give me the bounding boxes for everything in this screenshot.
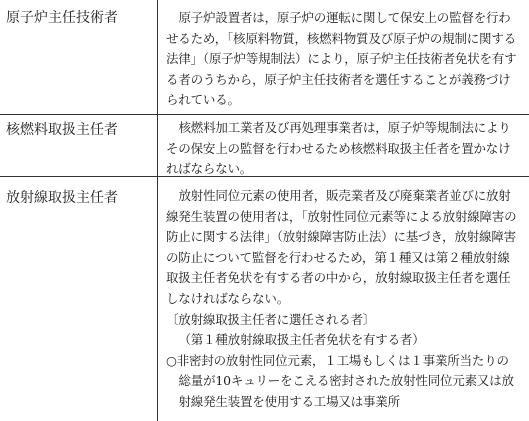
description-text: 原子炉設置者は，原子炉の運転に関して保安上の監督を行わせるため，「核原料物質，核燃料物質及び原子炉の規制に関する法律」（原子炉等規制法）により，原子炉主任技術者免状を有する者のうちから，原子炉主任技術者を選任することが義務づけられている。 [166, 10, 517, 108]
description-nuclear-fuel-handling-supervisor [166, 118, 521, 180]
column-divider [157, 0, 158, 421]
description-text: 放射性同位元素の使用者，販売業者及び廃棄業者並びに放射線発生装置の使用者は，「放射性同位元素等による放射線障害の防止に関する法律」（放射線障害防止法）に基づき，放射線障害の防止について監督を行わせるため，第１種又は第２種放射線取扱主任者免状を有する者の中から，放射線取扱主任者を選任しなければならない。 [166, 188, 517, 306]
term-reactor-chief-engineer: 原子炉主任技術者 [6, 10, 118, 26]
bullet-item: ○非密封の放射性同位元素，１工場もしくは１事業所当たりの総量が10キュリーをこえる密封された放射性同位元素又は放射線発生装置を使用する工場又は事業所 [166, 352, 514, 409]
term-nuclear-fuel-handling-supervisor: 核燃料取扱主任者 [6, 122, 118, 138]
description-reactor-chief-engineer [166, 8, 521, 111]
term-radiation-protection-supervisor: 放射線取扱主任者 [6, 190, 118, 206]
subheading: 〔放射線取扱主任者に選任される者〕 [166, 311, 376, 327]
qualification-label: （第１種放射線取扱主任者免状を有する者） [178, 332, 425, 348]
row-divider [0, 114, 529, 115]
description-text: 核燃料加工業者及び再処理事業者は，原子炉等規制法によりその保安上の監督を行わせるため核燃料取扱主任者を置かなければならない。 [166, 120, 511, 177]
description-radiation-protection-supervisor [166, 186, 521, 413]
